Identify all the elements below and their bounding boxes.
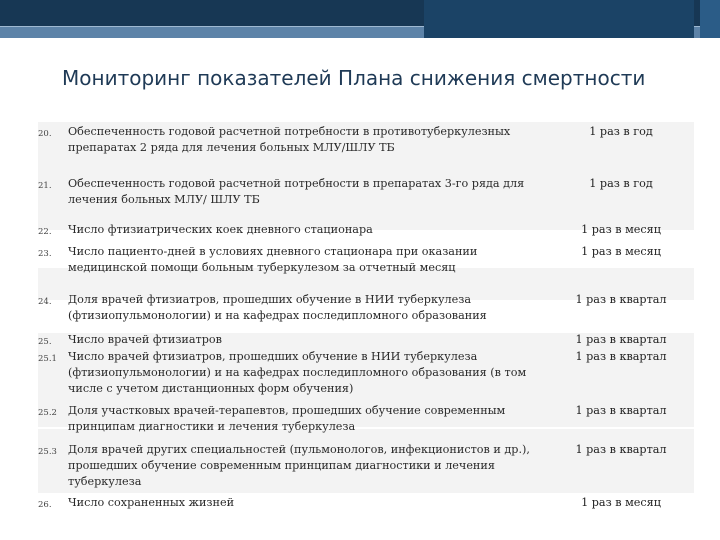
banner-accent-block-right: [700, 0, 720, 38]
row-number: 25.2: [38, 408, 57, 418]
row-number: 25.: [38, 337, 52, 347]
row-number: 20.: [38, 129, 52, 139]
row-indicator: Обеспеченность годовой расчетной потребности в препаратах 3-го ряда для лечения больных МЛУ/ ШЛУ ТБ: [68, 177, 525, 206]
top-banner: [0, 0, 720, 38]
slide-title: Мониторинг показателей Плана снижения смертности: [62, 66, 646, 90]
row-indicator: Число врачей фтизиатров, прошедших обучение в НИИ туберкулеза (фтизиопульмонологии) и на кафедрах последипломного образования (в том числе с учетом дистанционных форм обучения): [68, 350, 527, 395]
row-frequency: 1 раз в год: [589, 177, 653, 190]
row-indicator: Число сохраненных жизней: [68, 496, 235, 509]
row-number: 25.3: [38, 447, 57, 457]
row-frequency: 1 раз в квартал: [575, 333, 667, 346]
row-number: 22.: [38, 227, 52, 237]
row-number: 26.: [38, 500, 52, 510]
row-indicator: Доля участковых врачей-терапевтов, прошедших обучение современным принципам диагностики и лечения туберкулеза: [68, 404, 506, 433]
row-number: 23.: [38, 249, 52, 259]
row-frequency: 1 раз в квартал: [575, 293, 667, 306]
row-indicator: Число пациенто-дней в условиях дневного стационара при оказании медицинской помощи больным туберкулезом за отчетный месяц: [68, 245, 478, 274]
row-number: 24.: [38, 297, 52, 307]
row-number: 21.: [38, 181, 52, 191]
row-indicator: Доля врачей других специальностей (пульмонологов, инфекционистов и др.), прошедших обучение современным принципам диагностики и лечения туберкулеза: [68, 443, 530, 488]
row-indicator: Число врачей фтизиатров: [68, 333, 222, 346]
row-frequency: 1 раз в квартал: [575, 443, 667, 456]
row-indicator: Обеспеченность годовой расчетной потребности в противотуберкулезных препаратах 2 ряда для лечения больных МЛУ/ШЛУ ТБ: [68, 125, 511, 154]
row-frequency: 1 раз в месяц: [581, 223, 661, 236]
row-frequency: 1 раз в месяц: [581, 245, 661, 258]
banner-accent-block: [424, 0, 694, 38]
row-frequency: 1 раз в год: [589, 125, 653, 138]
row-frequency: 1 раз в месяц: [581, 496, 661, 509]
row-indicator: Число фтизиатрических коек дневного стационара: [68, 223, 373, 236]
row-frequency: 1 раз в квартал: [575, 350, 667, 363]
row-frequency: 1 раз в квартал: [575, 404, 667, 417]
row-number: 25.1: [38, 354, 57, 364]
row-indicator: Доля врачей фтизиатров, прошедших обучение в НИИ туберкулеза (фтизиопульмонологии) и на кафедрах последипломного образования: [68, 293, 487, 322]
